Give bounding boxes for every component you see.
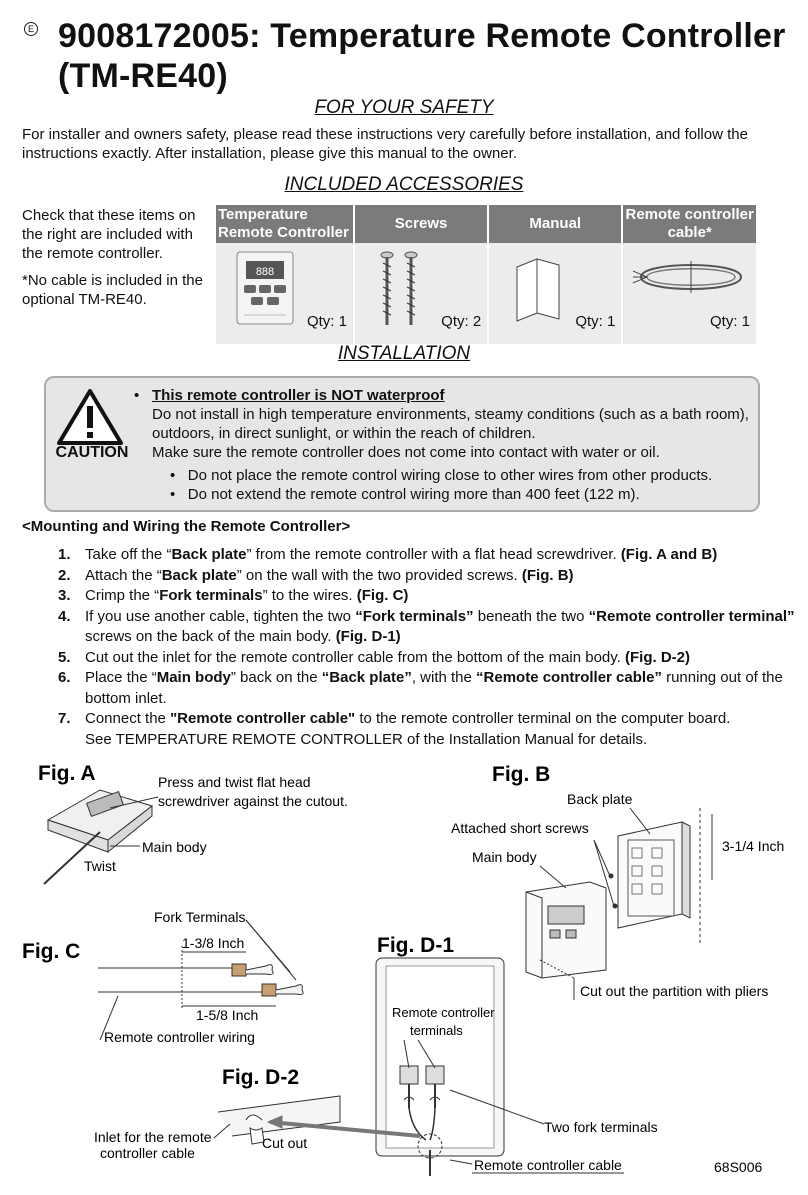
col-header-screws: Screws — [355, 205, 487, 243]
step-text: ” back on the — [230, 669, 322, 686]
qty-cable: Qty: 1 — [709, 313, 750, 330]
safety-heading: FOR YOUR SAFETY — [314, 97, 494, 118]
qty-screws: Qty: 2 — [441, 313, 482, 330]
qty-manual: Qty: 1 — [575, 313, 616, 330]
step-text: “Remote controller terminal” — [588, 607, 795, 625]
fig-d2-label: Fig. D-2 — [222, 1066, 299, 1089]
step-number: 3. — [58, 587, 71, 604]
step-text: Main body — [156, 669, 231, 686]
fig-b-dimension: 3-1/4 Inch — [722, 838, 785, 854]
step-text: ” from the remote controller with a flat head screwdriver. — [246, 546, 621, 563]
caution-sub-bullet — [170, 485, 760, 504]
step-text: If you use another cable, tighten the two — [85, 607, 356, 625]
accessories-table — [214, 205, 758, 344]
step-number: 6. — [58, 669, 71, 686]
step-text: (Fig. A and B) — [620, 546, 718, 563]
fig-b-label: Fig. B — [492, 763, 551, 786]
page-title — [58, 16, 786, 96]
mounting-step — [58, 545, 798, 566]
cable-image — [631, 257, 751, 297]
step-text: Place the “ — [85, 669, 157, 686]
step-number: 5. — [58, 648, 71, 666]
edition-mark: E — [24, 22, 38, 36]
title-line-2: (TM-RE40) — [58, 57, 228, 95]
fig-d2-inlet-2: controller cable — [100, 1145, 195, 1161]
fig-a-twist: Twist — [84, 858, 116, 874]
bullet-dot: • — [170, 486, 188, 503]
step-text: Fork terminals — [159, 587, 263, 604]
cell-manual — [489, 243, 621, 344]
caution-title: This remote controller is NOT waterproof — [152, 387, 445, 404]
fig-c-wiring: Remote controller wiring — [104, 1029, 255, 1045]
caution-line-1: Do not install in high temperature environments, steamy conditions (such as a bath room), outdoors, in direct sunlight, or within the reach of children. — [152, 406, 749, 442]
fig-c-dim1: 1-3/8 Inch — [182, 935, 245, 951]
mounting-step — [58, 668, 798, 709]
caution-line-2: Make sure the remote controller does not come into contact with water or oil. — [152, 444, 660, 461]
caution-sub-bullet-1: Do not place the remote control wiring close to other wires from other products. — [187, 467, 713, 484]
fig-d1-drawing — [376, 958, 544, 1176]
accessories-heading: INCLUDED ACCESSORIES — [284, 174, 524, 195]
step-text: “Fork terminals” — [355, 607, 474, 625]
cell-cable — [623, 243, 756, 344]
fig-a-note-1: Press and twist flat head — [158, 774, 311, 790]
step-text: Connect the — [85, 710, 171, 727]
figures-area — [0, 760, 808, 1190]
step-text: Attach the “ — [85, 566, 162, 584]
step-text: ” to the wires. — [262, 587, 357, 604]
fig-a-main-body: Main body — [142, 839, 207, 855]
step-text: Crimp the “ — [85, 587, 160, 604]
safety-text: For installer and owners safety, please read these instructions very carefully before installation, and follow the instructions exactly. After installation, please give this manual to the owner. — [22, 126, 748, 162]
cell-screws — [355, 243, 487, 344]
accessories-note: *No cable is included in the optional TM-RE40. — [22, 272, 203, 308]
step-text: (Fig. B) — [521, 566, 574, 584]
step-text: ” on the wall with the two provided screws. — [236, 566, 522, 584]
fig-b-drawing — [526, 808, 712, 1000]
step-text: to the remote controller terminal on the computer board. — [355, 710, 731, 727]
col-header-controller: Temperature Remote Controller — [216, 205, 353, 243]
mounting-step — [58, 566, 798, 587]
caution-bullet: • — [134, 387, 140, 404]
fig-d2-cut-out: Cut out — [262, 1135, 308, 1151]
step-text: (Fig. C) — [356, 587, 409, 604]
controller-device-image — [236, 251, 294, 325]
step-text: beneath the two — [473, 607, 589, 625]
title-line-1: 9008172005: Temperature Remote Controller — [58, 17, 786, 55]
fig-d1-terminals-2: terminals — [410, 1023, 463, 1038]
caution-label: CAUTION — [55, 444, 129, 461]
accessories-check-text: Check that these items on the right are included with the remote controller. — [22, 207, 196, 262]
fig-a-note-2: screwdriver against the cutout. — [158, 793, 348, 809]
mounting-step — [58, 586, 798, 607]
warning-triangle-icon — [56, 388, 124, 446]
mounting-step — [58, 648, 798, 669]
fig-d1-label: Fig. D-1 — [377, 934, 454, 957]
screws-image — [375, 249, 425, 329]
step-text: , with the — [411, 669, 477, 686]
col-header-cable: Remote controller cable* — [623, 205, 756, 243]
caution-sub-bullet — [170, 466, 760, 485]
step-7-extra: See TEMPERATURE REMOTE CONTROLLER of the Installation Manual for details. — [85, 730, 648, 748]
manual-image — [515, 257, 561, 323]
fig-d2-inlet-1: Inlet for the remote — [94, 1129, 212, 1145]
step-text: screws on the back of the main body. — [85, 628, 336, 645]
fig-b-back-plate: Back plate — [567, 791, 633, 807]
cell-controller — [216, 243, 353, 344]
step-number: 4. — [58, 607, 71, 625]
step-text: (Fig. D-1) — [335, 628, 401, 645]
step-text: (Fig. D-2) — [625, 648, 690, 666]
fig-d1-cable: Remote controller cable — [474, 1157, 622, 1173]
fig-a-label: Fig. A — [38, 762, 96, 785]
footer-code: 68S006 — [714, 1159, 763, 1175]
step-text: “Remote controller cable” — [476, 669, 662, 686]
fig-d1-terminals-1: Remote controller — [392, 1005, 495, 1020]
fig-c-label: Fig. C — [22, 940, 81, 963]
mounting-steps — [58, 545, 798, 750]
step-number: 1. — [58, 546, 71, 563]
bullet-dot: • — [170, 467, 188, 484]
fig-c-dim2: 1-5/8 Inch — [196, 1007, 259, 1023]
col-header-manual: Manual — [489, 205, 621, 243]
fig-b-screws: Attached short screws — [451, 820, 589, 836]
mounting-step — [58, 709, 798, 730]
mounting-heading: <Mounting and Wiring the Remote Controller> — [22, 518, 351, 535]
installation-heading: INSTALLATION — [337, 343, 471, 364]
step-text: “Back plate” — [321, 669, 412, 686]
fig-b-cut-partition: Cut out the partition with pliers — [580, 983, 769, 999]
device-display-text: 888 — [255, 266, 275, 278]
mounting-step — [58, 607, 798, 648]
step-text: running out of the bottom inlet. — [85, 669, 783, 707]
step-number: 2. — [58, 566, 71, 584]
step-text: Cut out the inlet for the remote controller cable from the bottom of the main body. — [85, 648, 625, 666]
qty-controller: Qty: 1 — [306, 313, 347, 330]
step-text: Back plate — [171, 546, 247, 563]
step-text: Take off the “ — [85, 546, 172, 563]
step-number: 7. — [58, 710, 71, 727]
caution-sub-bullet-2: Do not extend the remote control wiring more than 400 feet (122 m). — [187, 486, 640, 503]
fig-c-fork-terminals: Fork Terminals — [154, 909, 246, 925]
step-text: Back plate — [161, 566, 237, 584]
caution-box — [44, 376, 760, 512]
step-text: "Remote controller cable" — [170, 710, 356, 727]
fig-b-main-body: Main body — [472, 849, 537, 865]
fig-d1-two-fork: Two fork terminals — [544, 1119, 658, 1135]
